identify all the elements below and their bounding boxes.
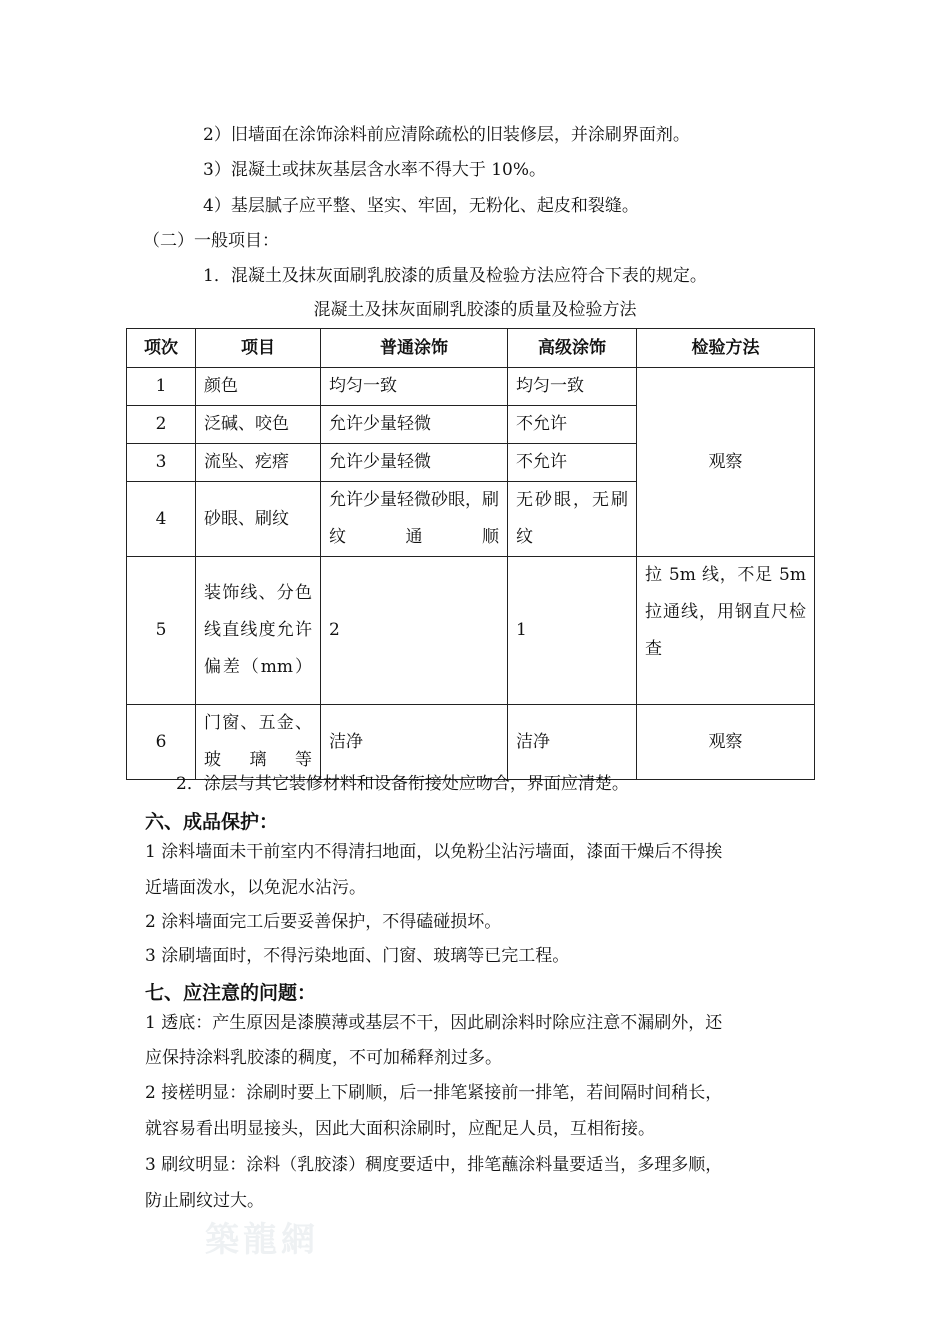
row-no: 6: [127, 705, 196, 780]
row-item: 泛碱、咬色: [196, 406, 321, 444]
intro-line-2: 2）旧墙面在涂饰涂料前应清除疏松的旧装修层，并涂刷界面剂。: [203, 125, 690, 145]
watermark-logo: 築龍網: [205, 1220, 319, 1260]
quality-table: [126, 328, 815, 780]
table-caption: 混凝土及抹灰面刷乳胶漆的质量及检验方法: [313, 300, 637, 320]
row-no: 1: [127, 368, 196, 406]
row-advanced: 不允许: [508, 406, 637, 444]
intro-line-3: 3）混凝土或抹灰基层含水率不得大于 10%。: [203, 160, 547, 180]
row-method: 拉 5m 线，不足 5m 拉通线，用钢直尺检查: [637, 557, 815, 705]
row-item: 流坠、疙瘩: [196, 444, 321, 482]
general-item-2: 2．涂层与其它装修材料和设备衔接处应吻合，界面应清楚。: [176, 774, 629, 794]
section-7-line: 3 刷纹明显：涂料（乳胶漆）稠度要适中，排笔蘸涂料量要适当，多理多顺，: [145, 1155, 723, 1175]
row-normal: 2: [321, 557, 508, 705]
section-6-line: 近墙面泼水，以免泥水沾污。: [145, 878, 366, 898]
header-advanced: 高级涂饰: [508, 329, 637, 368]
row-advanced: 不允许: [508, 444, 637, 482]
row-item: 砂眼、刷纹: [196, 482, 321, 557]
general-item-1: 1．混凝土及抹灰面刷乳胶漆的质量及检验方法应符合下表的规定。: [203, 266, 707, 286]
header-method: 检验方法: [637, 329, 815, 368]
row-item: 颜色: [196, 368, 321, 406]
row-normal: 允许少量轻微: [321, 444, 508, 482]
row-advanced: 无砂眼，无刷纹: [508, 482, 637, 557]
section-7-line: 应保持涂料乳胶漆的稠度，不可加稀释剂过多。: [145, 1048, 502, 1068]
header-no: 项次: [127, 329, 196, 368]
row-no: 4: [127, 482, 196, 557]
row-normal: 允许少量轻微: [321, 406, 508, 444]
row-advanced: 均匀一致: [508, 368, 637, 406]
row-method: 观察: [637, 705, 815, 780]
row-item: 门窗、五金、玻璃等: [196, 705, 321, 780]
row-no: 5: [127, 557, 196, 705]
header-item: 项目: [196, 329, 321, 368]
row-normal: 均匀一致: [321, 368, 508, 406]
section-7-line: 就容易看出明显接头，因此大面积涂刷时，应配足人员，互相衔接。: [145, 1119, 655, 1139]
row-advanced: 洁净: [508, 705, 637, 780]
section-6-line: 1 涂料墙面未干前室内不得清扫地面，以免粉尘沾污墙面，漆面干燥后不得挨: [145, 842, 723, 862]
section-6-line: 2 涂料墙面完工后要妥善保护，不得磕碰损坏。: [145, 912, 502, 932]
intro-line-4: 4）基层腻子应平整、坚实、牢固，无粉化、起皮和裂缝。: [203, 196, 639, 216]
section-7-line: 防止刷纹过大。: [145, 1191, 264, 1211]
section-7-line: 1 透底：产生原因是漆膜薄或基层不干，因此刷涂料时除应注意不漏刷外，还: [145, 1013, 723, 1033]
row-item: 装饰线、分色线直线度允许偏差（mm）: [196, 557, 321, 705]
section-7-line: 2 接槎明显：涂刷时要上下刷顺，后一排笔紧接前一排笔，若间隔时间稍长，: [145, 1083, 723, 1103]
row-normal: 洁净: [321, 705, 508, 780]
section-6-line: 3 涂刷墙面时，不得污染地面、门窗、玻璃等已完工程。: [145, 946, 570, 966]
method-observe: 观察: [637, 368, 815, 557]
section-general-heading: （二）一般项目：: [143, 231, 279, 251]
header-normal: 普通涂饰: [321, 329, 508, 368]
row-normal: 允许少量轻微砂眼，刷纹通顺: [321, 482, 508, 557]
section-6-title: 六、成品保护：: [145, 811, 279, 833]
table-row: [127, 368, 815, 406]
table-row: [127, 705, 815, 780]
row-no: 3: [127, 444, 196, 482]
row-advanced: 1: [508, 557, 637, 705]
row-no: 2: [127, 406, 196, 444]
table-header-row: [127, 329, 815, 368]
section-7-title: 七、应注意的问题：: [145, 982, 317, 1004]
table-row: [127, 557, 815, 705]
